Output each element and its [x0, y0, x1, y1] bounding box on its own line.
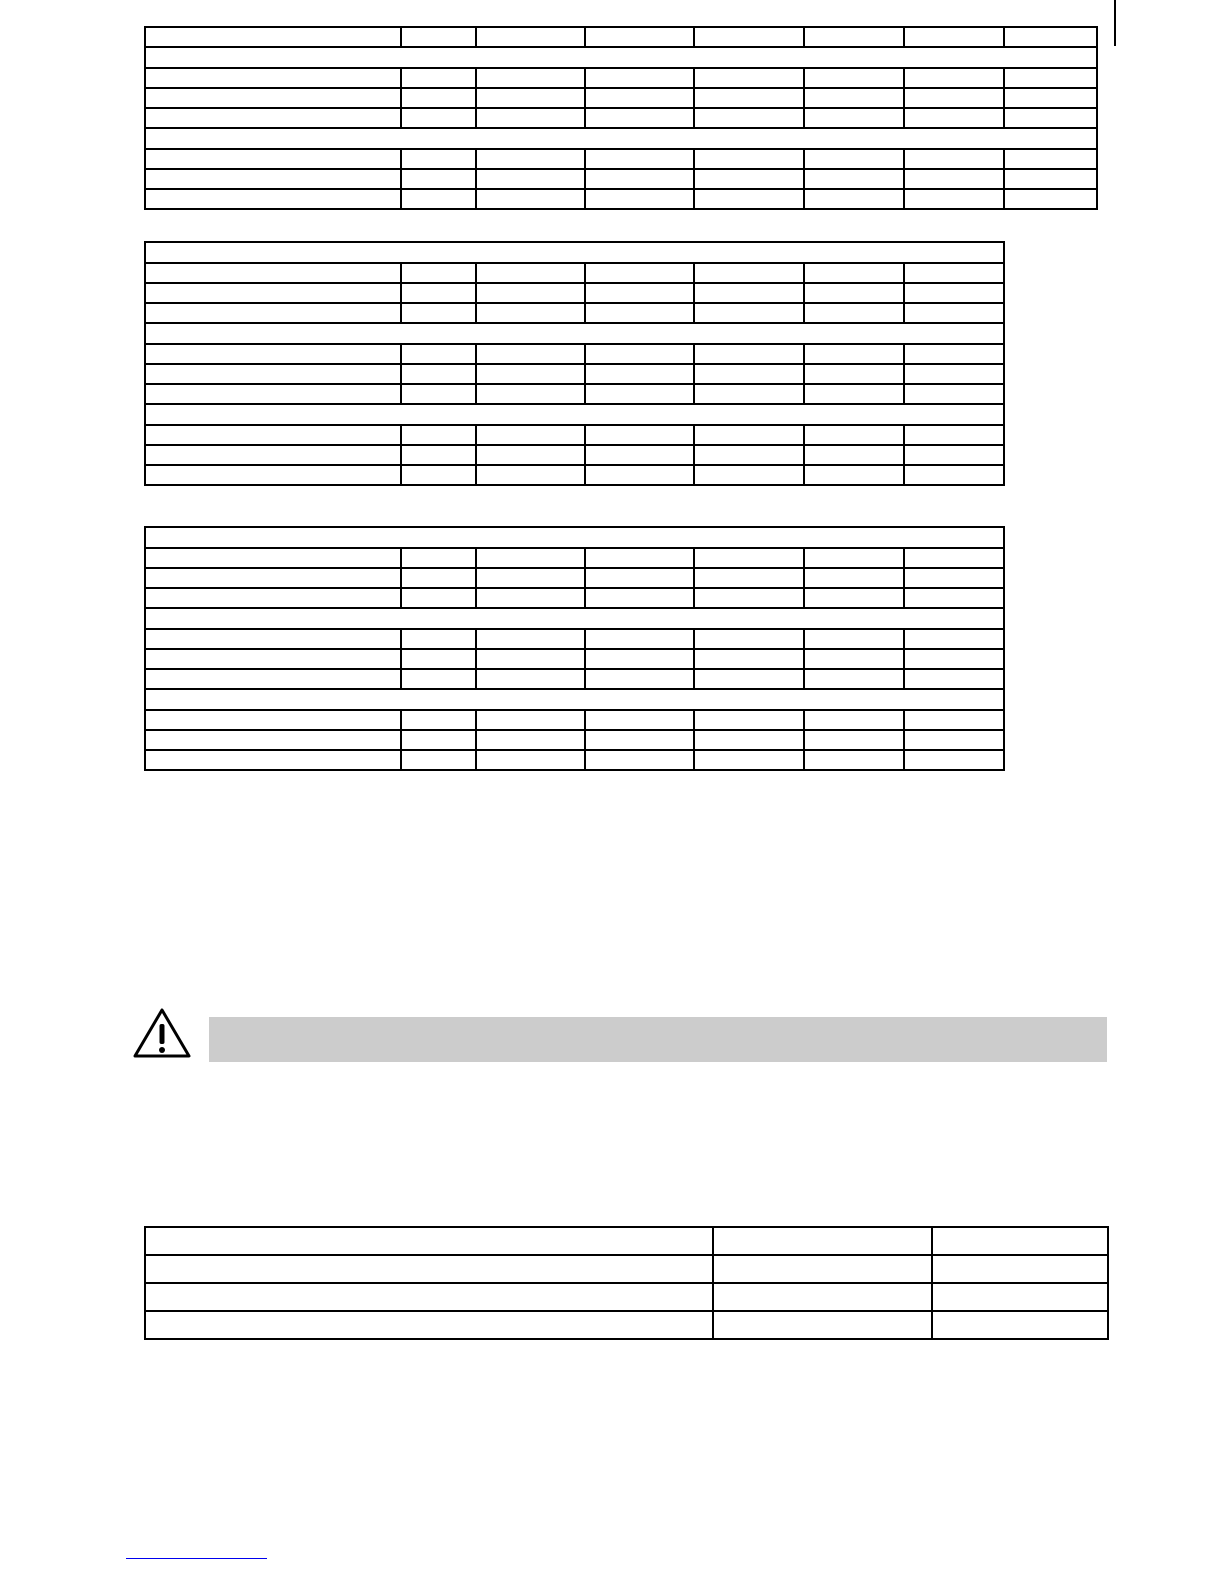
table-cell [804, 149, 904, 169]
table-cell [694, 27, 804, 47]
table-cell [904, 68, 1004, 88]
table-cell [145, 1227, 713, 1255]
table-cell [401, 149, 476, 169]
table-row [145, 149, 1097, 169]
table-cell [804, 750, 904, 770]
table-cell [694, 364, 804, 384]
table-row [145, 263, 1004, 283]
table-cell [401, 283, 476, 303]
table-cell [145, 1255, 713, 1283]
table-cell [401, 263, 476, 283]
table-cell [476, 108, 585, 128]
section-row [145, 527, 1004, 548]
table-cell [585, 568, 694, 588]
table-cell [401, 669, 476, 689]
table-cell [694, 303, 804, 323]
table-cell [476, 384, 585, 404]
table-cell [585, 283, 694, 303]
table-cell [401, 27, 476, 47]
table-cell [145, 27, 401, 47]
table-row [145, 1311, 1108, 1339]
table-cell [804, 629, 904, 649]
table-cell [476, 669, 585, 689]
table-cell [713, 1227, 932, 1255]
table-cell [401, 588, 476, 608]
table-cell [476, 344, 585, 364]
table-cell [585, 425, 694, 445]
table-cell [585, 629, 694, 649]
table-cell [145, 189, 401, 209]
table-cell [476, 27, 585, 47]
section-row [145, 323, 1004, 344]
table-cell [1004, 108, 1097, 128]
table-cell [585, 730, 694, 750]
table-row [145, 548, 1004, 568]
table-row [145, 88, 1097, 108]
table-cell [585, 344, 694, 364]
section-row [145, 608, 1004, 629]
table-cell [585, 750, 694, 770]
table-cell [476, 750, 585, 770]
table-cell [401, 344, 476, 364]
table-cell [904, 649, 1004, 669]
table-row [145, 445, 1004, 465]
table-cell [1004, 189, 1097, 209]
table-row [145, 750, 1004, 770]
table-row [145, 68, 1097, 88]
table-cell [904, 710, 1004, 730]
table-cell [145, 649, 401, 669]
specs-table-2 [144, 241, 1005, 486]
table-cell [476, 425, 585, 445]
table-cell [804, 465, 904, 485]
table-cell [694, 548, 804, 568]
section-row [145, 128, 1097, 149]
table-cell [904, 669, 1004, 689]
table-cell [904, 27, 1004, 47]
table-cell [476, 88, 585, 108]
table-cell [401, 169, 476, 189]
table-cell [401, 445, 476, 465]
table-cell [145, 465, 401, 485]
table-cell [585, 669, 694, 689]
table-cell [904, 750, 1004, 770]
table-cell [401, 108, 476, 128]
table-row [145, 1227, 1108, 1255]
table-cell [694, 445, 804, 465]
section-header-cell [145, 242, 1004, 263]
section-row [145, 47, 1097, 68]
table-cell [585, 169, 694, 189]
table-cell [401, 750, 476, 770]
table-cell [585, 588, 694, 608]
section-header-cell [145, 128, 1097, 149]
table-cell [585, 27, 694, 47]
table-cell [804, 384, 904, 404]
table-cell [713, 1283, 932, 1311]
table-cell [804, 189, 904, 209]
warning-triangle-icon [132, 1006, 192, 1060]
table-cell [145, 710, 401, 730]
table-cell [401, 629, 476, 649]
section-row [145, 242, 1004, 263]
table-cell [713, 1311, 932, 1339]
table-cell [401, 710, 476, 730]
table-cell [904, 629, 1004, 649]
table-cell [904, 108, 1004, 128]
table-cell [804, 88, 904, 108]
table-cell [401, 465, 476, 485]
table-cell [145, 629, 401, 649]
table-cell [694, 710, 804, 730]
footnote-link-rule [126, 1558, 267, 1559]
table-cell [904, 384, 1004, 404]
table-cell [1004, 27, 1097, 47]
table-cell [904, 169, 1004, 189]
table-cell [476, 568, 585, 588]
table-cell [804, 548, 904, 568]
table-cell [804, 730, 904, 750]
table-cell [804, 68, 904, 88]
table-cell [476, 710, 585, 730]
table-cell [804, 169, 904, 189]
summary-table [144, 1226, 1109, 1340]
section-row [145, 404, 1004, 425]
table-cell [585, 465, 694, 485]
table-cell [694, 88, 804, 108]
table-cell [694, 189, 804, 209]
table-cell [585, 149, 694, 169]
table-cell [145, 730, 401, 750]
table-cell [585, 710, 694, 730]
table-cell [145, 364, 401, 384]
table-cell [401, 303, 476, 323]
table-row [145, 425, 1004, 445]
table-cell [401, 730, 476, 750]
table-cell [585, 303, 694, 323]
table-cell [585, 548, 694, 568]
table-cell [804, 669, 904, 689]
table-cell [694, 344, 804, 364]
specs-table-3 [144, 526, 1005, 771]
table-cell [804, 445, 904, 465]
section-row [145, 689, 1004, 710]
table-cell [476, 730, 585, 750]
table-cell [585, 108, 694, 128]
table-cell [401, 68, 476, 88]
table-row [145, 364, 1004, 384]
table-cell [804, 303, 904, 323]
table-cell [904, 149, 1004, 169]
table-cell [694, 669, 804, 689]
table-row [145, 108, 1097, 128]
table-cell [401, 88, 476, 108]
table-cell [904, 425, 1004, 445]
table-cell [145, 445, 401, 465]
table-cell [694, 730, 804, 750]
page-edge-rule [1114, 0, 1116, 46]
table-cell [904, 568, 1004, 588]
table-cell [804, 568, 904, 588]
table-cell [904, 548, 1004, 568]
table-cell [585, 88, 694, 108]
table-cell [145, 88, 401, 108]
table-cell [585, 649, 694, 669]
table-row [145, 27, 1097, 47]
table-row [145, 649, 1004, 669]
warning-banner [209, 1017, 1107, 1062]
table-cell [904, 730, 1004, 750]
table-cell [401, 649, 476, 669]
table-cell [904, 88, 1004, 108]
table-cell [145, 303, 401, 323]
table-cell [145, 263, 401, 283]
table-cell [904, 364, 1004, 384]
table-cell [145, 108, 401, 128]
table-cell [476, 629, 585, 649]
table-row [145, 1283, 1108, 1311]
table-cell [585, 68, 694, 88]
table-row [145, 588, 1004, 608]
table-cell [804, 588, 904, 608]
table-cell [694, 169, 804, 189]
table-cell [804, 27, 904, 47]
table-cell [476, 68, 585, 88]
table-row [145, 1255, 1108, 1283]
table-cell [145, 149, 401, 169]
table-cell [476, 588, 585, 608]
table-cell [904, 263, 1004, 283]
table-cell [401, 568, 476, 588]
table-cell [932, 1255, 1108, 1283]
section-header-cell [145, 404, 1004, 425]
table-cell [694, 263, 804, 283]
table-cell [585, 364, 694, 384]
table-cell [476, 445, 585, 465]
table-cell [476, 149, 585, 169]
table-cell [145, 568, 401, 588]
table-cell [476, 649, 585, 669]
table-cell [694, 750, 804, 770]
table-cell [804, 283, 904, 303]
table-cell [401, 384, 476, 404]
section-header-cell [145, 47, 1097, 68]
table-row [145, 629, 1004, 649]
table-cell [145, 1311, 713, 1339]
table-cell [145, 169, 401, 189]
table-cell [932, 1283, 1108, 1311]
table-row [145, 344, 1004, 364]
table-row [145, 710, 1004, 730]
table-cell [1004, 149, 1097, 169]
table-cell [904, 189, 1004, 209]
table-row [145, 169, 1097, 189]
section-header-cell [145, 323, 1004, 344]
table-cell [585, 189, 694, 209]
table-row [145, 465, 1004, 485]
table-row [145, 303, 1004, 323]
table-cell [476, 169, 585, 189]
table-cell [804, 344, 904, 364]
table-cell [145, 750, 401, 770]
table-cell [694, 629, 804, 649]
table-cell [804, 364, 904, 384]
table-cell [694, 465, 804, 485]
table-cell [694, 108, 804, 128]
table-cell [694, 568, 804, 588]
table-cell [401, 548, 476, 568]
table-row [145, 568, 1004, 588]
table-cell [694, 283, 804, 303]
table-cell [145, 669, 401, 689]
table-cell [904, 588, 1004, 608]
table-cell [804, 108, 904, 128]
table-cell [476, 303, 585, 323]
table-cell [804, 649, 904, 669]
table-cell [694, 588, 804, 608]
table-cell [145, 548, 401, 568]
table-row [145, 730, 1004, 750]
table-cell [585, 445, 694, 465]
table-cell [476, 364, 585, 384]
table-cell [713, 1255, 932, 1283]
table-cell [904, 283, 1004, 303]
section-header-cell [145, 527, 1004, 548]
table-row [145, 384, 1004, 404]
table-cell [804, 710, 904, 730]
section-header-cell [145, 608, 1004, 629]
table-cell [904, 303, 1004, 323]
section-header-cell [145, 689, 1004, 710]
table-cell [476, 189, 585, 209]
table-cell [694, 384, 804, 404]
table-cell [585, 263, 694, 283]
table-cell [145, 344, 401, 364]
table-cell [904, 465, 1004, 485]
table-cell [401, 425, 476, 445]
table-cell [694, 149, 804, 169]
table-cell [804, 425, 904, 445]
table-row [145, 669, 1004, 689]
table-cell [904, 344, 1004, 364]
table-cell [476, 465, 585, 485]
table-cell [1004, 88, 1097, 108]
table-cell [804, 263, 904, 283]
table-cell [145, 384, 401, 404]
table-cell [476, 263, 585, 283]
table-cell [694, 649, 804, 669]
table-row [145, 283, 1004, 303]
table-cell [476, 548, 585, 568]
table-cell [1004, 68, 1097, 88]
table-cell [932, 1311, 1108, 1339]
table-cell [904, 445, 1004, 465]
table-cell [694, 68, 804, 88]
table-row [145, 189, 1097, 209]
table-cell [932, 1227, 1108, 1255]
table-cell [401, 189, 476, 209]
table-cell [145, 425, 401, 445]
table-cell [476, 283, 585, 303]
table-cell [145, 283, 401, 303]
specs-table-1 [144, 26, 1098, 210]
table-cell [694, 425, 804, 445]
table-cell [585, 384, 694, 404]
table-cell [401, 364, 476, 384]
table-cell [145, 68, 401, 88]
table-cell [145, 588, 401, 608]
table-cell [1004, 169, 1097, 189]
table-cell [145, 1283, 713, 1311]
